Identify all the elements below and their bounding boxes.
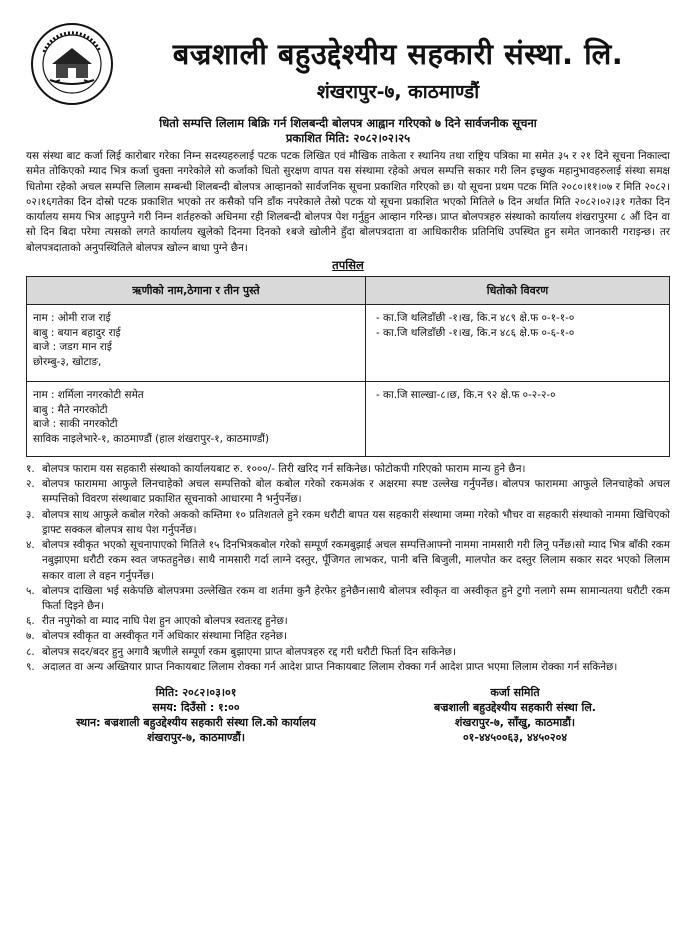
borrower-father: बाबु : मैते नगरकोटी — [33, 403, 108, 416]
opening-date: मिति: २०८२।०३।०१ — [155, 685, 237, 699]
opening-place: स्थान: बज्रशाली बहुउद्देश्यीय सहकारी संस्था लि.को कार्यालय — [76, 715, 316, 729]
term-text: बोलपत्र स्वीकृत वा अस्वीकृत गर्ने अधिकार संस्थामा निहित रहनेछ। — [42, 630, 287, 643]
list-item — [26, 477, 670, 507]
list-item — [26, 614, 670, 629]
table-row — [27, 382, 670, 457]
schedule-header-row — [27, 277, 670, 305]
term-number: ४. — [26, 539, 35, 552]
notice-footer — [26, 685, 670, 805]
borrower-cell — [27, 305, 366, 382]
schedule-heading: तपसिल — [332, 258, 364, 273]
term-text: रीत नपुगेको वा म्याद नाघि पेश हुन आएको बोलपत्र स्वतःरद्द हुनेछ। — [42, 615, 288, 628]
borrower-name: नाम : शर्मिला नगरकोटी समेत — [33, 389, 144, 402]
list-item — [26, 538, 670, 584]
collateral-column-header: धितोको विवरण — [366, 277, 670, 305]
term-text: बोलपत्र साथ आफुले कबोल गरेको अकको कम्तिमा १० प्रतिशतले हुने रकम धरौटी बापत यस सहकारी संस्थामा जम्मा गरेको भौचर वा सहकारी संस्थाको नाममा खिचिएको ड्राफ्ट सक्कल बोलपत्र साथ पेश गर्नुपर्नेछ। — [42, 508, 670, 536]
issuer-committee: कर्जा समिति — [490, 685, 540, 699]
borrower-cell — [27, 382, 366, 457]
issuer-address: शंखरापुर-७, साँखु, काठमाडौं। — [454, 715, 576, 729]
term-text: बोलपत्र दाखिला भई सकेपछि बोलपत्रमा उल्लेखित रकम वा शर्तमा कुनै हेरफेर हुनेछैन।साथै बोलपत्र स्वीकृत वा अस्वीकृत हुने टुगो नलागे सम्म सामान्यतया धरौटी रकम फिर्ता दिइने छैन। — [42, 584, 670, 612]
notice-header — [26, 22, 670, 108]
term-number: ९. — [26, 660, 35, 673]
schedule-table — [26, 276, 670, 457]
list-item — [26, 584, 670, 614]
terms-list — [26, 462, 670, 675]
issuer-org-name: बज्रशाली बहुउद्देश्यीय सहकारी संस्था लि. — [434, 700, 596, 714]
issuer-details — [370, 685, 660, 745]
borrower-name: नाम : ओमी राज राई — [33, 312, 111, 325]
org-address: शंखरापुर-७, काठमाण्डौं — [316, 81, 480, 103]
logo-icon — [30, 22, 114, 106]
term-text: बोलपत्र स्वीकृत भएको सूचनापाएको मितिले १५ दिनभित्रकबोल गरेको सम्पूर्ण रकमबुझाई अचल सम्पत्तिआफ्नो नाममा नामसारी गरी लिनु पर्नेछ।सो म्याद भित्र बाँकी रकम नबुझाएमा धरौटी रकम स्वत जफतहुनेछ। साथै नामसारी गर्दा लाग्ने दस्तुर, पूँजिगत लाभकर, पानी बत्ति बिजुली, मालपोत कर दस्तुर लिलाम सकार सदर भएको लिलाम सकार वाला ले वहन गर्नुपर्नेछ। — [42, 539, 670, 582]
collateral-cell — [366, 382, 670, 457]
collateral-item: - का.जि साल्खा-८।छ, कि.न ९२ क्षे.फ ०-२-२-० — [376, 389, 556, 402]
term-number: ८. — [26, 645, 35, 658]
list-item — [26, 462, 670, 477]
list-item — [26, 660, 670, 675]
term-number: ७. — [26, 630, 35, 643]
list-item — [26, 645, 670, 660]
opening-time: समय: दिउँसो : १:०० — [152, 700, 240, 714]
issuer-phone: ०१-४४५००६३, ४४५०२०४ — [462, 730, 568, 744]
opening-place-address: शंखरापुर-७, काठमाण्डौं। — [146, 730, 246, 744]
opening-details — [26, 685, 366, 745]
list-item — [26, 629, 670, 644]
collateral-item: - का.जि थलिडाँछी -१।ख, कि.न ४८९ क्षे.फ ०-१-१-० — [376, 312, 575, 325]
notice-published-date: प्रकाशित मिति: २०८२।०२।२५ — [285, 131, 411, 145]
term-number: २. — [26, 478, 35, 491]
borrower-address: साविक नाइलेभारे-१, काठमाण्डौं (हाल शंखरापुर-१, काठमाण्डौं) — [33, 432, 270, 445]
borrower-grandfather: बाजे : साकी नगरकोटी — [33, 418, 118, 431]
borrower-address: छोरम्बु-३, खोटाङ, — [33, 355, 102, 368]
term-number: ५. — [26, 584, 35, 597]
borrower-father: बाबु : बयान बहादुर राई — [33, 326, 121, 339]
list-item — [26, 508, 670, 538]
term-text: बोलपत्र फाराम यस सहकारी संस्थाको कार्यालयबाट रु. १०००/- तिरी खरिद गर्न सकिनेछ। फोटोकपी गरिएको फाराम मान्य हुने छैन। — [42, 463, 526, 476]
term-text: बोलपत्र फाराममा आफुले लिनचाहेको अचल सम्पत्तिको बोल कबोल गरेको रकमअंक र अक्षरमा स्पष्ट उल्लेख गर्नुपर्नेछ। बोलपत्र फाराममा आफुले लिनचाहेको अचल सम्पत्तिको विवरण संस्थाबाट प्रकाशित सूचनाको आधारमा नै भर्नुपर्नेछ। — [42, 478, 670, 506]
collateral-cell — [366, 305, 670, 382]
table-row — [27, 305, 670, 382]
term-number: ६. — [26, 615, 35, 628]
borrower-grandfather: बाजे : जडग मान राई — [33, 341, 112, 354]
term-text: बोलपत्र सदर/बदर हुनु अगावै ऋणीले सम्पूर्ण रकम बुझाएमा प्राप्त बोलपत्रहरु रद्द गरी धरौटी फिर्ता दिन सकिनेछ। — [42, 645, 456, 658]
notice-intro-paragraph: यस संस्था बाट कर्जा लिई कारोबार गरेका निम्न सदस्यहरुलाई पटक पटक लिखित एवं मौखिक ताकेता र स्थानिय तथा राष्ट्रिय पत्रिका मा समेत ३५ र २१ दिने सूचना निकाल्दा समेत तोकिएको म्याद भित्र कर्जा चुक्ता नगरेकोले सो कर्जाको धितो सुरक्षण वापत यस संस्थामा रहेको अचल सम्पत्ति सकार गरी लिन इच्छुक महानुभावहरुलाई संस्था समक्ष धितोमा रहेको अचल सम्पत्ति लिलाम सम्बन्धी शिलबन्दी बोलपत्र आव्हानको सार्वजनिक सूचना प्रकाशित गरिएको छ। यो सूचना प्रथम पटक मिति २०८०।११।०७ र मिति २०८२।०२।१६गतेका दिन दोस्रो पटक प्रकाशित भएको तर कसैको पनि डाँक नपरेकाले तेस्रो पटक यो सूचना प्रकाशित भएको मितिले ७ दिन अर्थात मिति २०८२।०२।३१ गतेका दिन कार्यालय समय भित्र आइपुग्ने गरी निम्न शर्तहरुको अधिनमा रही शिलबन्दी बोलपत्र पेश गर्नुहुन आव्हान गरिन्छ। प्राप्त बोलपत्रहरु संस्थाको कार्यालय शंखरापुरमा ८ औं दिन वा सो दिन बिदा परेमा त्यसको लगते कार्यालय खुलेको दिनमा दिनको १बजे खोलीने हुँदा बोलपत्रदाता वा आधिकारीक प्रतिनिधि उपस्थित हुन समेत जानकारी गराइन्छ। तर बोलपत्रदाताको अनुपस्थितिले बोलपत्र खोल्न बाधा पुग्ने छैन। — [26, 150, 670, 254]
term-number: १. — [26, 463, 35, 476]
term-number: ३. — [26, 508, 35, 521]
borrower-column-header: ऋणीको नाम,ठेगाना र तीन पुस्ते — [27, 277, 366, 305]
collateral-item: - का.जि थलिडाँछी -१।ख, कि.न ४८६ क्षे.फ ०-६-१-० — [376, 326, 575, 339]
notice-title: धितो सम्पत्ति लिलाम बिक्रि गर्न शिलबन्दी बोलपत्र आह्वान गरिएको ७ दिने सार्वजनीक सूचना — [159, 116, 537, 130]
org-name: बज्रशाली बहुउद्देश्यीय सहकारी संस्था. लि. — [172, 37, 624, 71]
term-text: अदालत वा अन्य अख्तियार प्राप्त निकायबाट लिलाम रोक्का गर्न आदेश प्राप्त निकायबाट लिलाम रोक्का गर्न आदेश प्राप्त भएमा लिलाम रोक्का गर्न सकिनेछ। — [42, 660, 618, 673]
